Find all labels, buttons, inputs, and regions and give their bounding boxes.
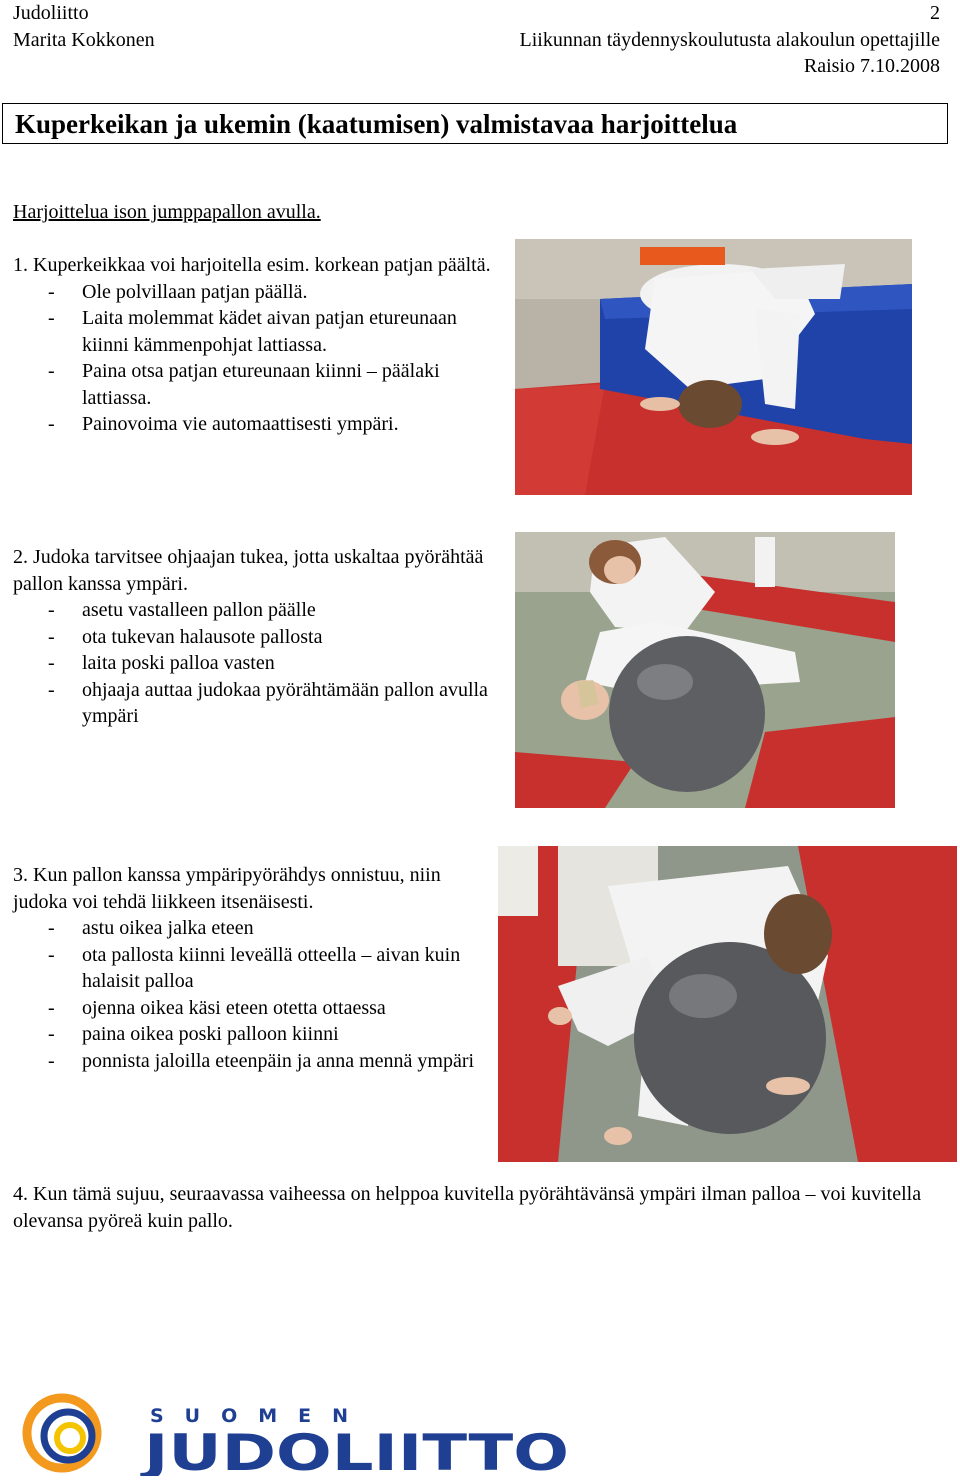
logo-main-text: JUDOLIITTO <box>140 1424 569 1476</box>
header-author: Marita Kokkonen <box>13 28 155 51</box>
list-item: - laita poski palloa vasten <box>13 650 503 677</box>
section-4-text: 4. Kun tämä sujuu, seuraavassa vaiheessa on helppoa kuvitella pyörähtävänsä ympäri ilman palloa – voi kuvitella olevansa pyöreä kuin pallo. <box>13 1183 922 1232</box>
list-item: - ponnista jaloilla eteenpäin ja anna mennä ympäri <box>13 1048 488 1075</box>
section-1-text: 1. Kuperkeikkaa voi harjoitella esim. korkean patjan päältä. <box>13 254 491 276</box>
list-item: - Ole polvillaan patjan päällä. <box>13 279 503 306</box>
photo-assisted-ball-roll <box>515 532 895 808</box>
dash: - <box>48 625 55 648</box>
logo-top-text: SUOMEN <box>150 1405 370 1427</box>
list-item: - asetu vastalleen pallon päälle <box>13 597 503 624</box>
dash: - <box>48 1023 55 1045</box>
list-item: - Laita molemmat kädet aivan patjan etureunaan kiinni kämmenpohjat lattiassa. <box>48 307 457 356</box>
section-1 <box>13 252 503 438</box>
list-item: - ojenna oikea käsi eteen otetta ottaessa <box>13 995 488 1022</box>
page-title: Kuperkeikan ja ukemin (kaatumisen) valmistavaa harjoittelua <box>2 103 948 144</box>
photo-independent-ball-roll <box>498 846 957 1162</box>
dash: - <box>48 307 55 329</box>
dash: - <box>48 280 55 303</box>
section-2 <box>13 544 503 730</box>
section-2-steps <box>13 597 503 730</box>
logo-emblem-icon <box>27 1398 97 1468</box>
header-org: Judoliitto <box>13 2 89 24</box>
list-item: - astu oikea jalka eteen <box>13 915 488 942</box>
judoliitto-logo <box>10 1390 570 1476</box>
dash: - <box>48 652 55 674</box>
section-2-text: 2. Judoka tarvitsee ohjaajan tukea, jotta uskaltaa pyörähtää pallon kanssa ympäri. <box>13 546 484 595</box>
section-3-steps <box>13 915 488 1074</box>
page-number: 2 <box>930 2 940 24</box>
dash: - <box>48 360 55 382</box>
dash: - <box>48 996 55 1019</box>
header-left <box>13 0 155 53</box>
list-item: - Painovoima vie automaattisesti ympäri. <box>13 411 503 438</box>
section-3-text: 3. Kun pallon kanssa ympäripyörähdys onnistuu, niin judoka voi tehdä liikkeen itsenäisesti. <box>13 864 441 913</box>
dash: - <box>48 943 55 966</box>
list-item: - Paina otsa patjan etureunaan kiinni – päälaki lattiassa. <box>48 360 440 409</box>
dash: - <box>48 599 55 621</box>
list-item: - ohjaaja auttaa judokaa pyörähtämään pallon avulla ympäri <box>48 678 488 727</box>
dash: - <box>48 678 55 701</box>
section-3 <box>13 862 488 1074</box>
header-course: Liikunnan täydennyskoulutusta alakoulun opettajille <box>519 28 940 51</box>
dash: - <box>48 413 55 435</box>
list-item: - paina oikea poski palloon kiinni <box>13 1021 488 1048</box>
list-item: - ota pallosta kiinni leveällä otteella – aivan kuin halaisit palloa <box>48 943 461 992</box>
header-right <box>520 0 940 80</box>
list-item: - ota tukevan halausote pallosta <box>13 624 503 651</box>
header-place-date: Raisio 7.10.2008 <box>803 55 940 77</box>
dash: - <box>48 917 55 939</box>
dash: - <box>48 1049 55 1072</box>
photo-mat-forward-roll <box>515 239 912 495</box>
intro-text: Harjoittelua ison jumppapallon avulla. <box>13 201 321 223</box>
section-1-steps <box>13 279 503 438</box>
